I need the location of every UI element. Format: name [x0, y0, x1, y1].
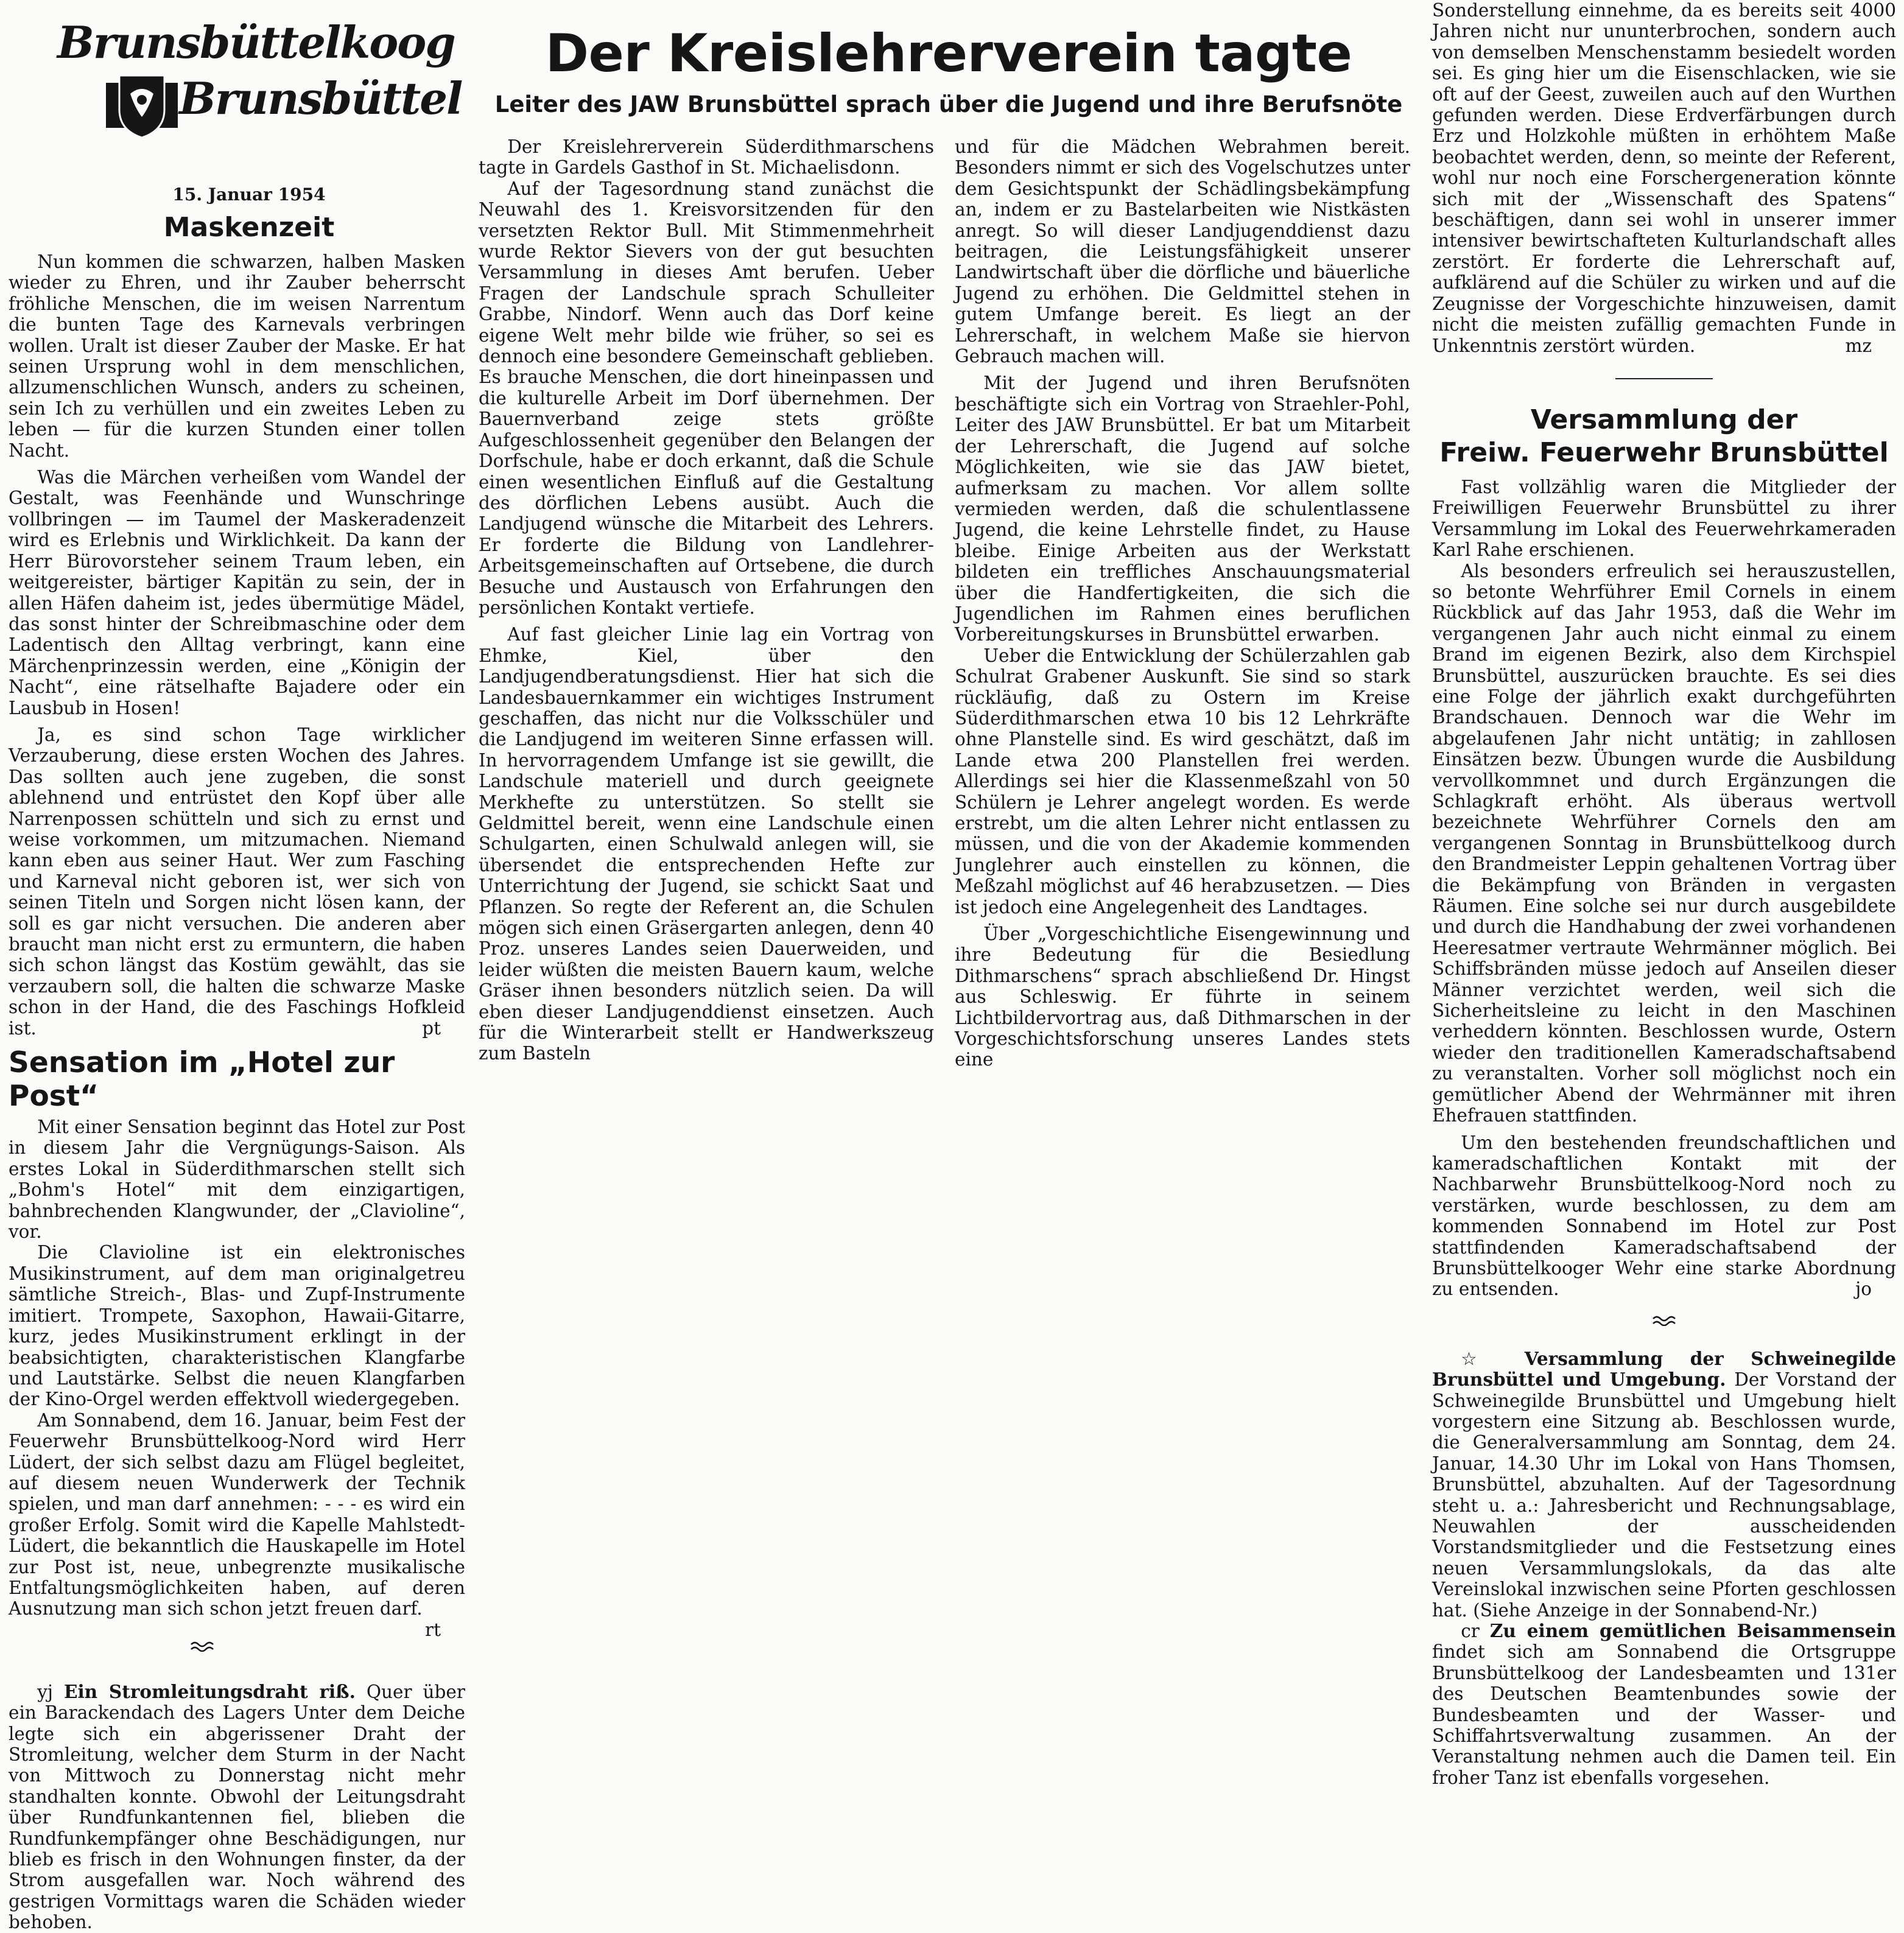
headline-kreislehrerverein: Der Kreislehrerverein tagte — [545, 23, 1352, 84]
article-kreislehrerverein — [479, 0, 1419, 1070]
masthead-line2: Brunsbüttel — [179, 72, 462, 124]
strom-prefix: yj — [37, 1681, 53, 1702]
maskenzeit-paragraph-3: Ja, es sind schon Tage wirklicher Verzauberung, diese ersten Wochen des Jahres. Das sollten auch jene zugeben, die sonst ablehnend und entrüstet den Kopf über alle Narrenpossen schütteln und sich zu ernst und weise vorkommen, um mitzumachen. Niemand kann eben aus seiner Haut. Wer zum Fasching und Karneval nicht geboren ist, wer sich von seinen Titeln und Sorgen nicht lösen kann, der soll es gar nicht versuchen. Die anderen aber braucht man nicht erst zu ermuntern, die haben sich schon längst das Kostüm gewählt, das sie verzaubern soll, die halten die schwarze Maske schon in der Hand, die des Faschings Hofkleid ist. pt — [9, 724, 465, 1039]
beisammensein-title: Zu einem gemütlichen Beisammensein — [1489, 1620, 1896, 1642]
column-right — [1432, 0, 1896, 1788]
feuerwehr-paragraph-1: Fast vollzählig waren die Mitglieder der Freiwilligen Feuerwehr Brunsbüttel zu ihrer Versammlung im Lokal des Feuerwehrkameraden Karl Rahe erschienen. — [1432, 476, 1896, 561]
beisammensein-notice: cr Zu einem gemütlichen Beisammensein findet sich am Sonnabend die Ortsgruppe Brunsbüttelkoog der Landesbeamten und 131er des Deutschen Beamtenbundes sowie der Bundesbeamten und der Wasser- und Schiffahrtsverwaltung zusammen. An der Veranstaltung nehmen auch die Damen teil. Ein froher Tanz ist ebenfalls vorgesehen. — [1432, 1620, 1896, 1788]
schweinegilde-title: Versammlung der Schweinegilde Brunsbüttel und Umgebung. — [1432, 1347, 1896, 1391]
issue-date: 15. Januar 1954 — [172, 184, 326, 205]
strom-title: Ein Stromleitungsdraht riß. — [63, 1680, 356, 1702]
headline-sensation: Sensation im „Hotel zur Post“ — [9, 1046, 395, 1114]
article-divider — [1615, 378, 1713, 379]
kreis-paragraph-5: Mit der Jugend und ihren Berufsnöten beschäftigte sich ein Vortrag von Straehler-Pohl, Leiter des JAW Brunsbüttel. Er bat um Mitarbeit der Lehrerschaft, die Jugend auf solche Möglichkeiten, wie sie das JAW bietet, aufmerksam zu machen. Vor allem sollte vermieden werden, daß die schulentlassene Jugend, die keine Lehrstelle findet, zu Hause bleibe. Einige Arbeiten aus der Werkstatt bildeten ein treffliches Anschauungsmaterial über die Handfertigkeiten, die sich die Jugendlichen im Rahmen eines beruflichen Vorbereitungskurses in Brunsbüttel erwarben. — [955, 373, 1410, 645]
schweinegilde-notice: ☆ Versammlung der Schweinegilde Brunsbüttel und Umgebung. Der Vorstand der Schweinegilde Brunsbüttel und Umgebung hielt vorgestern eine Sitzung ab. Beschlossen wurde, die Generalversammlung am Sonntag, dem 24. Januar, 14.30 Uhr im Lokal von Hans Thomsen, Brunsbüttel, abzuhalten. Auf der Tagesordnung steht u. a.: Jahresbericht und Rechnungsablage, Neuwahlen der ausscheidenden Vorstandsmitglieder und die Festsetzung eines neuen Versammlungslokals, da das alte Vereinslokal inzwischen seine Pforten geschlossen hat. (Siehe Anzeige in der Sonnabend-Nr.) — [1432, 1347, 1896, 1621]
strom-notice: yj Ein Stromleitungsdraht riß. Quer über ein Barackendach des Lagers Unter dem Deiche legte sich ein abgerissener Draht der Stromleitung, welcher dem Sturm in der Nacht von Mittwoch zu Donnerstag nicht mehr standhalten konnte. Obwohl der Leitungsdraht über Rundfunkantennen fiel, blieben die Rundfunkempfänger ohne Beschädigungen, nur blieb es frisch in den Wohnungen finster, da der Strom ausgefallen war. Noch während des gestrigen Vormittags waren die Schäden wieder behoben. — [9, 1680, 465, 1933]
author-initials: mz — [1845, 335, 1872, 356]
wave-ornament-icon — [1432, 1307, 1896, 1331]
sensation-paragraph-2: Die Clavioline ist ein elektronisches Musikinstrument, auf dem man originalgetreu sämtliche Streich-, Blas- und Zupf-Instrumente imitiert. Trompete, Saxophon, Hawaii-Gitarre, kurz, jedes Musikinstrument erklingt in der beabsichtigten, charakteristischen Klangfarbe und Lautstärke. Selbst die neuen Klangfarben der Kino-Orgel werden effektvoll wiedergegeben. — [9, 1242, 465, 1410]
beisammensein-prefix: cr — [1461, 1621, 1480, 1642]
kreis-paragraph-7: Über „Vorgeschichtliche Eisengewinnung und ihre Bedeutung für die Besiedlung Dithmarschens“ sprach abschließend Dr. Hingst aus Schleswig. Er führte in seinem Lichtbildervortrag aus, daß Dithmarschen in der Vorgeschichtsforschung unseres Landes stets eine — [955, 924, 1410, 1070]
column-local-news — [9, 0, 465, 1933]
feuerwehr-paragraph-3: Um den bestehenden freundschaftlichen und kameradschaftlichen Kontakt mit der Nachbarwehr Brunsbüttelkoog-Nord noch zu verstärken, wurde beschlossen, zu dem am kommenden Sonnabend im Hotel zur Post stattfindenden Kameradschaftsabend der Brunsbüttelkooger Wehr eine starke Abordnung zu entsenden. jo — [1432, 1132, 1896, 1300]
masthead-line1: Brunsbüttelkoog — [57, 16, 455, 68]
kreis-paragraph-6: Ueber die Entwicklung der Schülerzahlen gab Schulrat Grabener Auskunft. Sie sind so stark rückläufig, daß zu Ostern im Kreise Süderdithmarschen etwa 10 bis 12 Lehrkräfte ohne Planstelle sind. Es wird geschätzt, daß im Lande etwa 200 Planstellen frei werden. Allerdings sei hier die Klassenmeßzahl von 50 Schülern je Lehrer angelegt worden. Es werde erstrebt, um die alten Lehrer nicht entlassen zu müssen, und die von der Akademie kommenden Junglehrer auch einstellen zu können, die Meßzahl möglichst auf 46 herabzusetzen. — Dies ist jedoch eine Angelegenheit des Landtages. — [955, 645, 1410, 917]
kreis-paragraph-2: Auf der Tagesordnung stand zunächst die Neuwahl des 1. Kreisvorsitzenden für den versetzten Rektor Bull. Mit Stimmenmehrheit wurde Rektor Sievers von der gut besuchten Versammlung in dieses Amt berufen. Ueber Fragen der Landschule sprach Schulleiter Grabbe, Nindorf. Wenn auch das Dorf keine eigene Welt mehr bilde wie früher, so sei es dennoch eine besondere Gemeinschaft geblieben. Es brauche Menschen, die dort hineinpassen und die kulturelle Arbeit im Dorf übernehmen. Der Bauernverband zeige stets größte Aufgeschlossenheit gegenüber den Belangen der Dorfschule, habe er doch erkannt, daß die Schule einen wesentlichen Einfluß auf die Gestaltung des dörflichen Lebens ausübt. Auch die Landjugend wünsche die Mitarbeit des Lehrers. Er forderte die Bildung von Landlehrer-Arbeitsgemeinschaften auf Ortsebene, die durch Besuche und Austausch von Erfahrungen den persönlichen Kontakt vertiefe. — [479, 178, 934, 618]
sensation-paragraph-1: Mit einer Sensation beginnt das Hotel zur Post in diesem Jahr die Vergnügungs-Saison. Als erstes Lokal in Süderdithmarschen stellt sich „Bohm's Hotel“ mit dem einzigartigen, bahnbrechenden Klangwunder, der „Clavioline“, vor. — [9, 1117, 465, 1243]
kreis-column-right — [955, 136, 1410, 1070]
masthead — [57, 16, 462, 149]
kreis-paragraph-8: Sonderstellung einnehme, da es bereits seit 4000 Jahren nicht nur ununterbrochen, sondern auch von demselben Menschenstamm besiedelt worden sei. Es ging hier um die Eisenschlacken, wie sie oft auf der Geest, zuweilen auch auf den Wurthen gefunden werden. Diese Erdverfärbungen durch Erz und Holzkohle müßten in erhöhtem Maße beobachtet werden, denn, so meinte der Referent, wohl nur noch eine Forschergeneration könnte sich mit der „Wissenschaft des Spatens“ beschäftigen, dann sei wohl in unserer immer intensiver bewirtschafteten Kulturlandschaft alles zerstört. Er forderte die Lehrerschaft auf, aufklärend auf die Schüler zu wirken und auf die Zeugnisse der Vorgeschichte hinzuweisen, damit nicht die meisten zufällig gemachten Funde in Unkenntnis zerstört würden. mz — [1432, 0, 1896, 356]
kreis-column-left — [479, 136, 934, 1064]
star-icon: ☆ — [1461, 1348, 1498, 1369]
author-initials: rt — [425, 1619, 441, 1640]
feuerwehr-paragraph-2: Als besonders erfreulich sei herauszustellen, so betonte Wehrführer Emil Cornels in einem Rückblick auf das Jahr 1953, daß die Wehr im vergangenen Jahr auch nicht einmal zu einem Brand im eigenen Bezirk, also dem Kirchspiel Brunsbüttel, auszurücken brauchte. Es sei dies eine Folge der jährlich exakt durchgeführten Brandschauen. Dennoch war die Wehr im abgelaufenen Jahr nicht untätig; in zahllosen Einsätzen bezw. Übungen wurde die Ausbildung vervollkommnet und durch Ergänzungen die Schlagkraft erhöht. Als überaus wertvoll bezeichnete Wehrführer Cornels den am vergangenen Sonntag in Brunsbüttelkoog durch den Brandmeister Leppin gehaltenen Vortrag über die Bekämpfung von Bränden in vergasten Räumen. Eine solche sei nur durch ausgebildete und durch die Handhabung der zwei vorhandenen Heeresatmer vertraute Wehrmänner möglich. Bei Schiffsbränden müsse jedoch auf Anseilen dieser Männer verzichtet werden, weil sich die Sicherheitsleine zu leicht in den Maschinen verheddern könnten. Beschlossen wurde, Ostern wieder den traditionellen Kameradschaftsabend zu veranstalten. Vorher soll möglichst noch ein gemütlicher Abend der Wehrmänner mit ihren Ehefrauen stattfinden. — [1432, 560, 1896, 1126]
author-initials: jo — [1855, 1279, 1872, 1300]
maskenzeit-paragraph-1: Nun kommen die schwarzen, halben Masken wieder zu Ehren, und ihr Zauber beherrscht fröhliche Menschen, die im weisen Narrentum die bunten Tage des Karnevals verbringen wollen. Uralt ist dieser Zauber der Maske. Er hat seinen Ursprung wohl in dem menschlichen, allzumenschlichen Wunsch, anders zu scheinen, sein Ich zu verhüllen und ein zweites Leben zu leben — für die kurzen Stunden einer tollen Nacht. — [9, 251, 465, 461]
kreis-paragraph-1: Der Kreislehrerverein Süderdithmarschens tagte in Gardels Gasthof in St. Michaelisdonn. — [479, 136, 934, 178]
kreis-paragraph-3: Auf fast gleicher Linie lag ein Vortrag von Ehmke, Kiel, über den Landjugendberatungsdienst. Hier hat sich die Landesbauernkammer ein wichtiges Instrument geschaffen, das nicht nur die Volksschüler und die Landjugend im weiteren Sinne erfassen will. In hervorragendem Umfange ist sie gewillt, die Landschule materiell und durch geeignete Merkhefte zu unterstützen. So stellt sie Geldmittel bereit, wenn eine Landschule einen Schulgarten, einen Schulwald anlegen will, sie übersendet die entsprechenden Hefte zur Unterrichtung der Jugend, sie schickt Saat und Pflanzen. So regte der Referent an, die Schulen mögen sich einen Gräsergarten anlegen, denn 40 Proz. unseres Landes seien Dauerweiden, und leider wüßten die meisten Bauern kaum, welche Gräser ihnen besonders nützlich seien. Da will eben dieser Landjugenddienst einsetzen. Auch für die Winterarbeit stellt er Handwerkszeug zum Basteln — [479, 624, 934, 1064]
town-crest-icon — [106, 72, 178, 139]
headline-maskenzeit: Maskenzeit — [163, 212, 335, 243]
headline-feuerwehr-line1: Versammlung der — [1530, 404, 1798, 435]
author-initials: pt — [422, 1017, 441, 1039]
headline-feuerwehr-line2: Freiw. Feuerwehr Brunsbüttel — [1439, 437, 1889, 468]
subheadline-kreislehrerverein: Leiter des JAW Brunsbüttel sprach über die Jugend und ihre Berufsnöte — [494, 91, 1403, 118]
kreis-paragraph-4: und für die Mädchen Webrahmen bereit. Besonders nimmt er sich des Vogelschutzes unter dem Gesichtspunkt der Schädlingsbekämpfung an, indem er zu Bastelarbeiten wie Nistkästen anregt. So will dieser Landjugenddienst dazu beitragen, die Leistungsfähigkeit unserer Landwirtschaft über die dörfliche und bäuerliche Jugend zu erhöhen. Die Geldmittel stehen in gutem Umfange bereit. Es liegt an der Lehrerschaft, in welchem Maße sie hiervon Gebrauch machen will. — [955, 136, 1410, 367]
sensation-paragraph-3: Am Sonnabend, dem 16. Januar, beim Fest der Feuerwehr Brunsbüttelkoog-Nord wird Herr Lüdert, der sich selbst dazu am Flügel begleitet, auf diesem neuen Wunderwerk der Technik spielen, und man darf annehmen: - - - es wird ein großer Erfolg. Somit wird die Kapelle Mahlstedt-Lüdert, die bekanntlich die Hauskapelle im Hotel zur Post ist, neue, unbegrenzte musikalische Entfaltungsmöglichkeiten haben, auf deren Ausnutzung man sich schon jetzt freuen darf. rt — [9, 1409, 465, 1640]
maskenzeit-paragraph-2: Was die Märchen verheißen vom Wandel der Gestalt, was Feenhände und Wunschringe vollbringen — im Taumel der Maskeradenzeit wird es Erlebnis und Wirklichkeit. Da kann der Herr Bürovorsteher seinem Traum leben, ein weitgereister, bärtiger Kapitän zu sein, der in allen Häfen daheim ist, jedes übermütige Mädel, das sonst hinter der Schreibmaschine oder dem Ladentisch den Alltag verbringt, kann eine Märchenprinzessin werden, eine „Königin der Nacht“, eine rätselhafte Bajadere oder ein Lausbub in Hosen! — [9, 467, 465, 718]
